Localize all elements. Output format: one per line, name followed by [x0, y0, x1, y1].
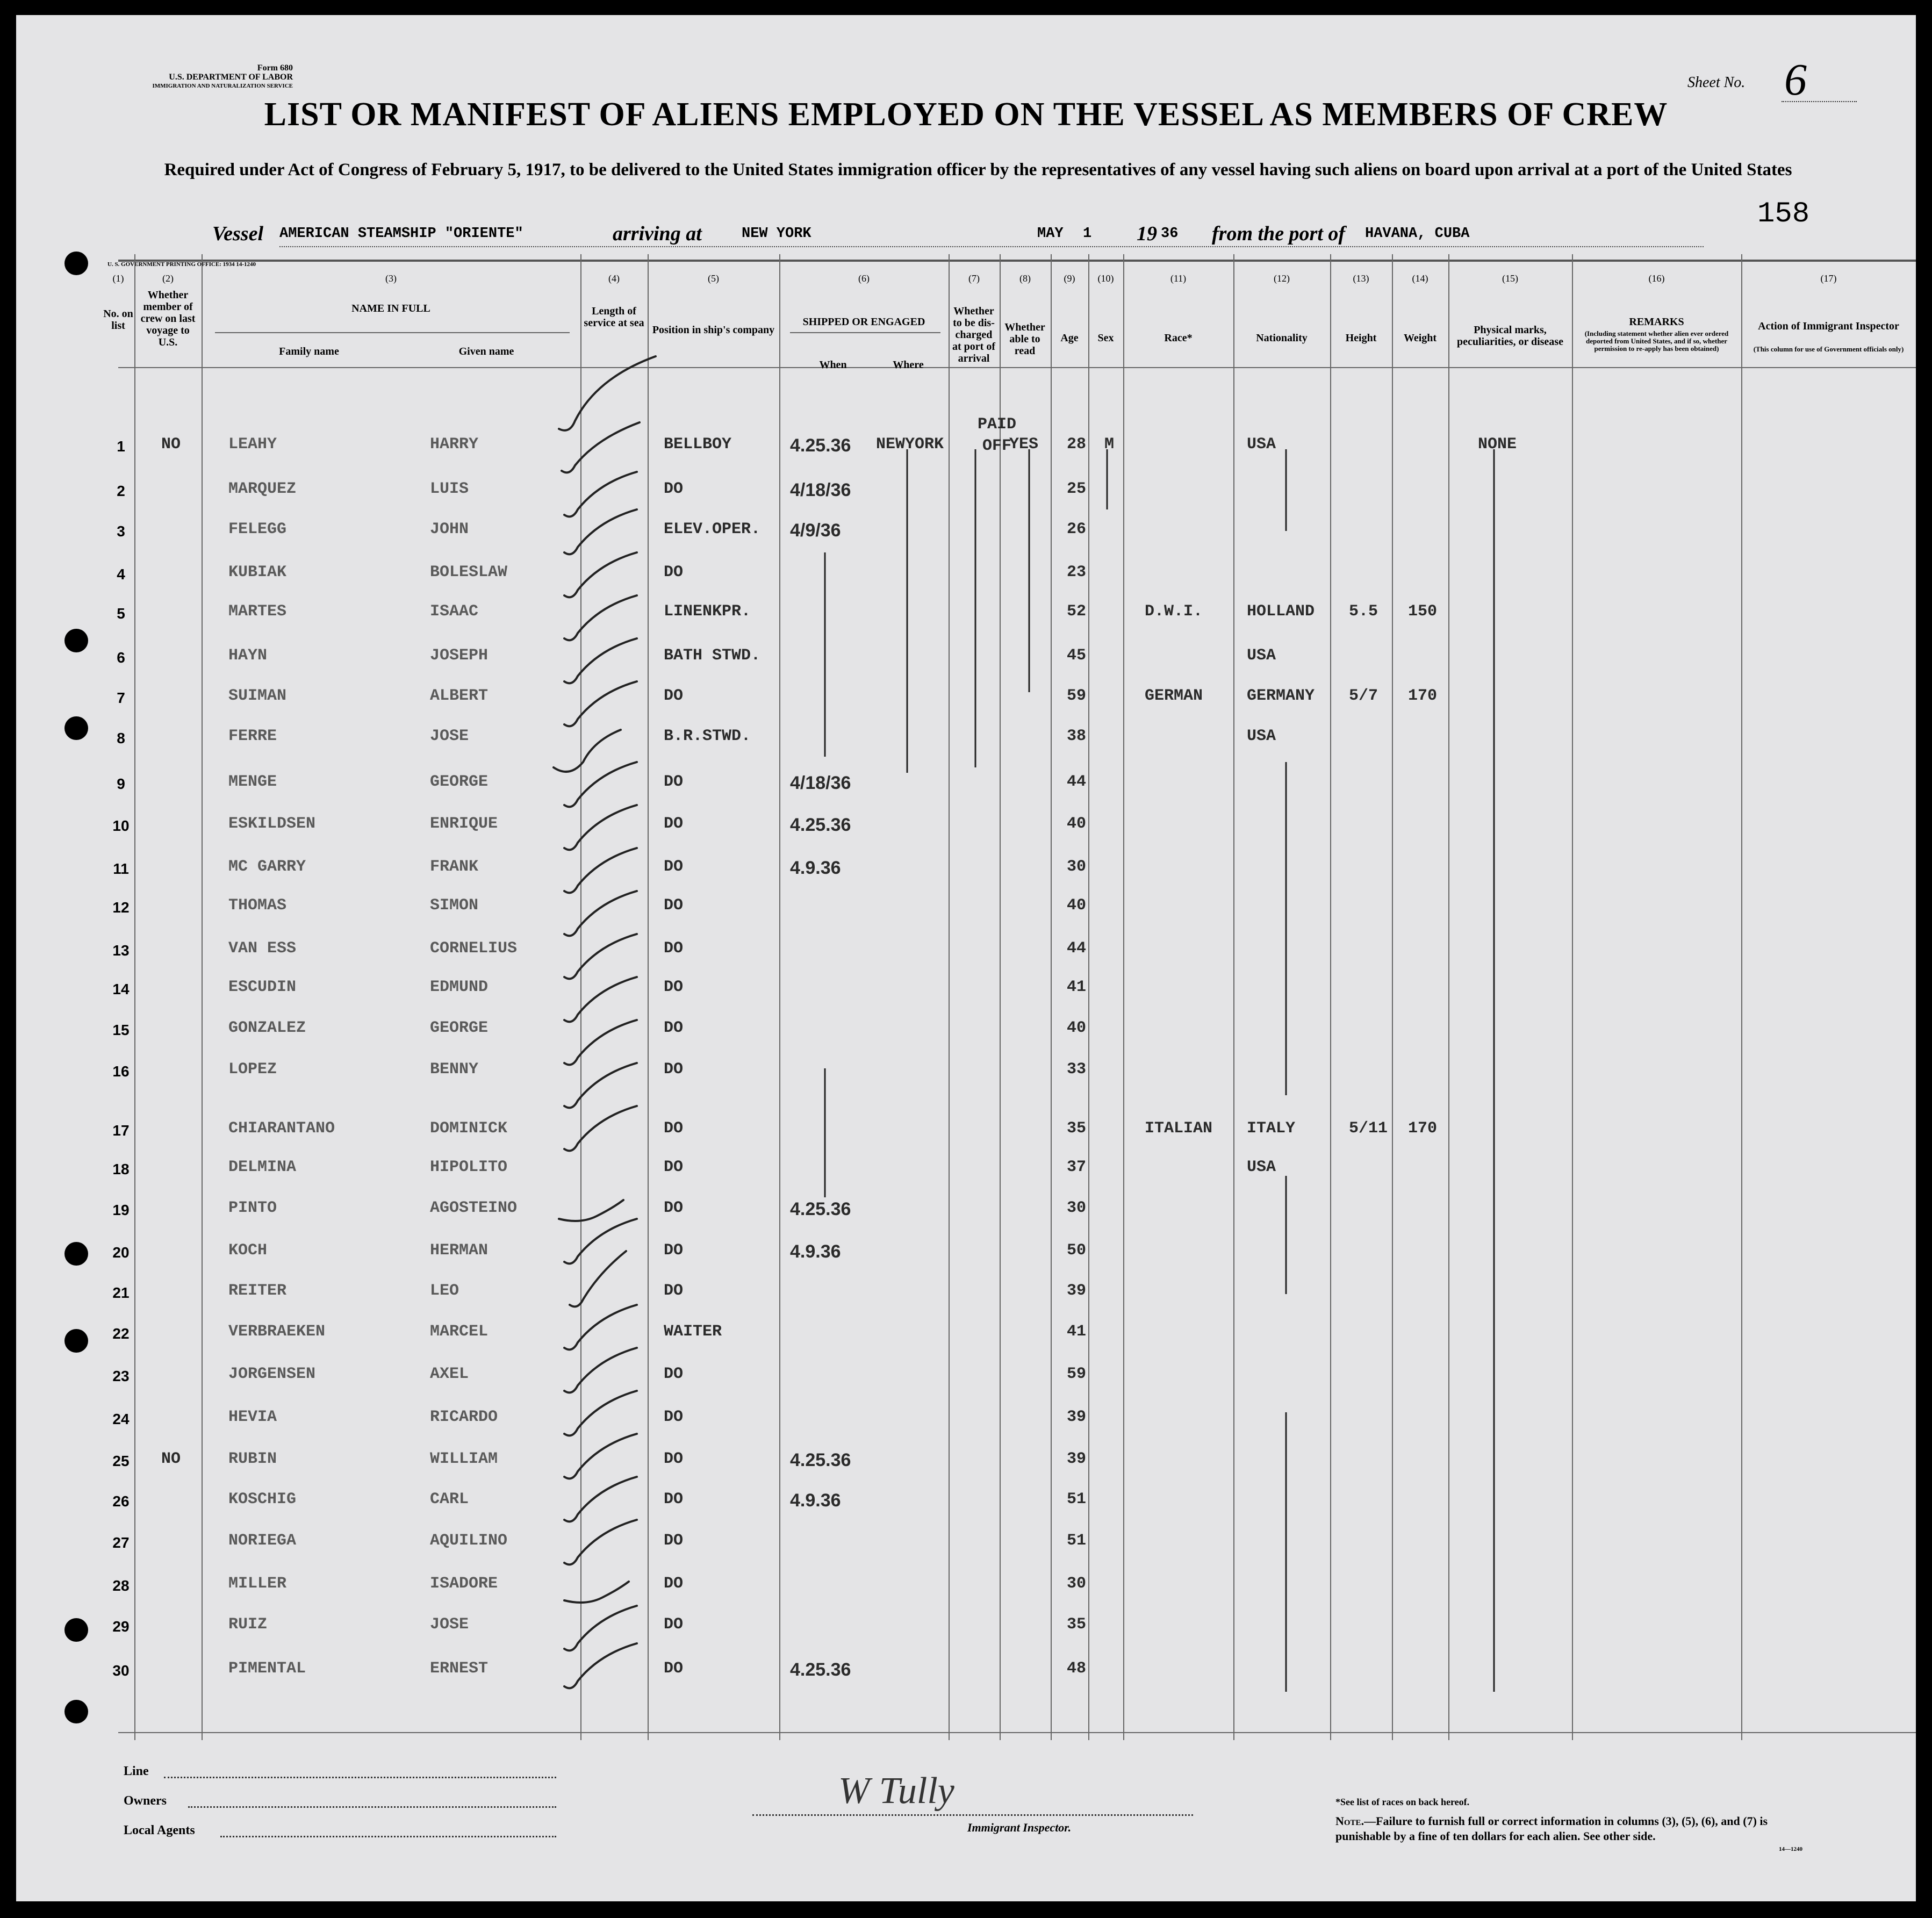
cell-position: DO	[664, 480, 684, 498]
cell-family: MILLER	[228, 1575, 287, 1593]
cell-given: ENRIQUE	[430, 815, 498, 833]
cell-given: CARL	[430, 1490, 469, 1508]
cell-age: 59	[1067, 687, 1087, 705]
row-number: 17	[112, 1122, 130, 1139]
cell-race: GERMAN	[1145, 687, 1203, 705]
cell-given: HIPOLITO	[430, 1158, 508, 1176]
cell-given: ALBERT	[430, 687, 489, 705]
cell-age: 51	[1067, 1490, 1087, 1508]
cell-position: LINENKPR.	[664, 602, 751, 621]
cell-family: KOCH	[228, 1241, 268, 1260]
cell-family: DELMINA	[228, 1158, 297, 1176]
cell-position: DO	[664, 1282, 684, 1300]
cell-age: 41	[1067, 978, 1087, 996]
cell-age: 37	[1067, 1158, 1087, 1176]
row-number: 24	[112, 1411, 130, 1427]
page-title: LIST OR MANIFEST OF ALIENS EMPLOYED ON THE VESSEL AS MEMBERS OF CREW	[264, 96, 1668, 133]
cell-given: BENNY	[430, 1060, 479, 1079]
col-num: (1)	[112, 273, 124, 284]
cell-family: FERRE	[228, 727, 277, 745]
col-header: SHIPPED OR ENGAGED	[802, 316, 925, 328]
arrival-day: 1	[1083, 226, 1092, 242]
cell-given: BOLESLAW	[430, 563, 508, 581]
cell-family: KOSCHIG	[228, 1490, 297, 1508]
cell-position: DO	[664, 896, 684, 915]
cell-family: FELEGG	[228, 520, 287, 538]
row-number: 10	[112, 817, 130, 834]
cell-when: 4.25.36	[790, 815, 851, 835]
cell-position: ELEV.OPER.	[664, 520, 761, 538]
cell-family: LOPEZ	[228, 1060, 277, 1079]
col-header: Whether able to read	[1004, 321, 1045, 357]
cell-position: BELLBOY	[664, 435, 732, 454]
cell-age: 41	[1067, 1323, 1087, 1341]
cell-position: DO	[664, 1408, 684, 1426]
cell-age: 50	[1067, 1241, 1087, 1260]
cell-race: ITALIAN	[1145, 1119, 1213, 1138]
cell-given: LEO	[430, 1282, 459, 1300]
agents-label: Local Agents	[124, 1823, 195, 1837]
cell-given: RICARDO	[430, 1408, 498, 1426]
cell-age: 44	[1067, 773, 1087, 791]
printing-office: U. S. GOVERNMENT PRINTING OFFICE: 1934 14-1240	[107, 261, 256, 268]
race-note: *See list of races on back hereof.	[1335, 1797, 1470, 1807]
cell-given: AGOSTEINO	[430, 1199, 518, 1217]
cell-age: 28	[1067, 435, 1087, 454]
hand-marks	[16, 15, 1916, 1901]
cell-weight: 150	[1408, 602, 1438, 621]
col-header: Nationality	[1256, 332, 1308, 344]
cell-marks: NONE	[1478, 435, 1517, 454]
row-number: 14	[112, 981, 130, 997]
col-header: Family name	[279, 346, 339, 357]
col-num: (3)	[385, 273, 397, 284]
cell-age: 39	[1067, 1450, 1087, 1468]
cell-family: MARQUEZ	[228, 480, 297, 498]
cell-position: DO	[664, 1615, 684, 1634]
cell-family: KUBIAK	[228, 563, 287, 581]
arrival-port: NEW YORK	[742, 226, 811, 242]
cell-age: 51	[1067, 1532, 1087, 1550]
signature-line	[752, 1814, 1193, 1816]
cell-prev: NO	[161, 435, 181, 454]
col-header: NAME IN FULL	[351, 303, 430, 314]
cell-given: GEORGE	[430, 1019, 489, 1037]
department: U.S. DEPARTMENT OF LABOR	[169, 73, 293, 82]
cell-age: 40	[1067, 815, 1087, 833]
cell-position: DO	[664, 1532, 684, 1550]
col-header: Height	[1345, 332, 1377, 344]
cell-given: EDMUND	[430, 978, 489, 996]
cell-nationality: ITALY	[1247, 1119, 1296, 1138]
inspector-signature: W Tully	[838, 1770, 954, 1812]
cell-age: 30	[1067, 858, 1087, 876]
cell-age: 25	[1067, 480, 1087, 498]
row-number: 26	[112, 1493, 130, 1510]
cell-nationality: USA	[1247, 1158, 1276, 1176]
form-code: 14—1240	[1779, 1846, 1802, 1852]
col-num: (9)	[1064, 273, 1075, 284]
arrival-year: 36	[1161, 226, 1179, 242]
sheet-label: Sheet No.	[1687, 74, 1746, 91]
cell-when: 4.9.36	[790, 1490, 841, 1511]
col-num: (8)	[1019, 273, 1031, 284]
col-num: (5)	[708, 273, 719, 284]
cell-given: DOMINICK	[430, 1119, 508, 1138]
from-label: from the port of	[1212, 222, 1346, 245]
row-number: 6	[117, 649, 125, 666]
col-num: (14)	[1412, 273, 1428, 284]
cell-age: 33	[1067, 1060, 1087, 1079]
line-field	[164, 1777, 556, 1778]
vessel-name: AMERICAN STEAMSHIP "ORIENTE"	[279, 226, 523, 242]
cell-position: DO	[664, 1450, 684, 1468]
cell-discharged: PAID OFF	[977, 415, 1016, 455]
cell-given: AXEL	[430, 1365, 469, 1383]
cell-family: LEAHY	[228, 435, 277, 454]
col-header: REMARKS	[1629, 316, 1684, 328]
row-number: 28	[112, 1577, 130, 1594]
row-number: 12	[112, 899, 130, 916]
cell-age: 52	[1067, 602, 1087, 621]
col-header: Race*	[1164, 332, 1193, 344]
cell-given: LUIS	[430, 480, 469, 498]
cell-age: 39	[1067, 1282, 1087, 1300]
cell-age: 30	[1067, 1199, 1087, 1217]
col-num: (13)	[1353, 273, 1369, 284]
cell-given: ISAAC	[430, 602, 479, 621]
cell-weight: 170	[1408, 687, 1438, 705]
arrival-month: MAY	[1037, 226, 1064, 242]
year-prefix: 19	[1137, 222, 1157, 245]
row-number: 7	[117, 689, 125, 706]
cell-position: DO	[664, 1019, 684, 1037]
row-number: 16	[112, 1063, 130, 1080]
cell-given: CORNELIUS	[430, 939, 518, 958]
col-header: When	[819, 359, 847, 371]
arriving-label: arriving at	[613, 222, 702, 245]
form-number: Form 680	[257, 63, 293, 73]
sheet-number: 6	[1784, 55, 1807, 105]
cell-read: YES	[1009, 435, 1039, 454]
col-header-note: (Including statement whether alien ever ordered deported from United States, and if so, whether permission to re-apply has been obtained)	[1584, 329, 1729, 353]
cell-age: 35	[1067, 1119, 1087, 1138]
row-number: 15	[112, 1022, 130, 1038]
col-header: Age	[1060, 332, 1079, 344]
cell-given: WILLIAM	[430, 1450, 498, 1468]
col-header: Physical marks, peculiarities, or disease	[1457, 324, 1563, 348]
cell-when: 4.9.36	[790, 858, 841, 878]
cell-sex: M	[1104, 435, 1115, 454]
cell-height: 5/7	[1349, 687, 1378, 705]
cell-position: DO	[664, 1060, 684, 1079]
cell-family: VERBRAEKEN	[228, 1323, 326, 1341]
row-number: 13	[112, 942, 130, 959]
row-number: 22	[112, 1325, 130, 1342]
cell-family: MENGE	[228, 773, 277, 791]
cell-given: JOSE	[430, 1615, 469, 1634]
cell-given: ERNEST	[430, 1660, 489, 1678]
cell-family: PIMENTAL	[228, 1660, 306, 1678]
cell-nationality: GERMANY	[1247, 687, 1315, 705]
row-number: 5	[117, 605, 125, 622]
cell-height: 5.5	[1349, 602, 1378, 621]
cell-family: HAYN	[228, 646, 268, 665]
cell-given: JOSE	[430, 727, 469, 745]
col-header: Given name	[458, 346, 514, 357]
cell-position: WAITER	[664, 1323, 722, 1341]
cell-where: NEWYORK	[876, 435, 944, 454]
cell-age: 48	[1067, 1660, 1087, 1678]
cell-when: 4.25.36	[790, 1450, 851, 1470]
cell-age: 45	[1067, 646, 1087, 665]
col-num: (11)	[1170, 273, 1187, 284]
cell-height: 5/11	[1349, 1119, 1388, 1138]
cell-position: DO	[664, 1241, 684, 1260]
cell-when: 4.9.36	[790, 1241, 841, 1262]
cell-position: DO	[664, 773, 684, 791]
cell-age: 40	[1067, 896, 1087, 915]
row-number: 27	[112, 1534, 130, 1551]
cell-position: DO	[664, 978, 684, 996]
from-port: HAVANA, CUBA	[1365, 226, 1470, 242]
col-header: Weight	[1403, 332, 1437, 344]
cell-family: MC GARRY	[228, 858, 306, 876]
cell-given: AQUILINO	[430, 1532, 508, 1550]
line-label: Line	[124, 1764, 149, 1778]
cell-given: ISADORE	[430, 1575, 498, 1593]
cell-when: 4.25.36	[790, 435, 851, 456]
col-num: (2)	[162, 273, 174, 284]
col-header: No. on list	[103, 308, 133, 332]
row-number: 21	[112, 1284, 130, 1301]
service: IMMIGRATION AND NATURALIZATION SERVICE	[152, 83, 293, 89]
col-header: Sex	[1097, 332, 1114, 344]
col-num: (15)	[1502, 273, 1518, 284]
col-num: (12)	[1274, 273, 1290, 284]
cell-given: FRANK	[430, 858, 479, 876]
cell-family: ESKILDSEN	[228, 815, 316, 833]
cell-family: RUBIN	[228, 1450, 277, 1468]
row-number: 30	[112, 1662, 130, 1679]
cell-position: DO	[664, 1490, 684, 1508]
cell-age: 35	[1067, 1615, 1087, 1634]
cell-prev: NO	[161, 1450, 181, 1468]
fine-note	[1335, 1814, 1776, 1844]
row-number: 18	[112, 1161, 130, 1177]
cell-age: 23	[1067, 563, 1087, 581]
row-number: 4	[117, 566, 125, 583]
cell-family: MARTES	[228, 602, 287, 621]
cell-given: GEORGE	[430, 773, 489, 791]
vessel-label: Vessel	[212, 222, 263, 245]
row-number: 1	[117, 438, 125, 455]
cell-when: 4.25.36	[790, 1660, 851, 1680]
manifest-sheet	[16, 15, 1916, 1901]
cell-when: 4/18/36	[790, 480, 851, 500]
cell-position: DO	[664, 939, 684, 958]
cell-position: DO	[664, 858, 684, 876]
col-num: (4)	[608, 273, 620, 284]
cell-family: ESCUDIN	[228, 978, 297, 996]
cell-family: SUIMAN	[228, 687, 287, 705]
cell-family: CHIARANTANO	[228, 1119, 335, 1138]
cell-position: DO	[664, 1660, 684, 1678]
cell-age: 26	[1067, 520, 1087, 538]
cell-given: HERMAN	[430, 1241, 489, 1260]
cell-given: HARRY	[430, 435, 479, 454]
row-number: 25	[112, 1453, 130, 1469]
cell-given: MARCEL	[430, 1323, 489, 1341]
row-number: 20	[112, 1244, 130, 1261]
row-number: 3	[117, 523, 125, 540]
cell-family: THOMAS	[228, 896, 287, 915]
cell-age: 39	[1067, 1408, 1087, 1426]
col-header: Whether to be dis-charged at port of arrival	[952, 305, 995, 364]
inspector-label: Immigrant Inspector.	[967, 1821, 1072, 1834]
cell-position: BATH STWD.	[664, 646, 761, 665]
agents-field	[220, 1836, 556, 1837]
cell-given: JOHN	[430, 520, 469, 538]
stamp-number: 158	[1757, 198, 1810, 231]
note-text: —Failure to furnish full or correct information in columns (3), (5), (6), and (7) is punishable by a fine of ten dollars for each alien. See other side.	[1335, 1814, 1768, 1843]
row-number: 9	[117, 775, 125, 792]
cell-when: 4/9/36	[790, 520, 841, 541]
owners-field	[188, 1806, 556, 1808]
cell-position: DO	[664, 1575, 684, 1593]
row-number: 29	[112, 1618, 130, 1635]
cell-nationality: USA	[1247, 727, 1276, 745]
cell-family: HEVIA	[228, 1408, 277, 1426]
col-num: (10)	[1097, 273, 1114, 284]
col-num: (17)	[1820, 273, 1837, 284]
col-header: Position in ship's company	[652, 324, 775, 336]
cell-family: JORGENSEN	[228, 1365, 316, 1383]
cell-position: DO	[664, 687, 684, 705]
cell-position: DO	[664, 1119, 684, 1138]
row-number: 2	[117, 483, 125, 499]
cell-age: 38	[1067, 727, 1087, 745]
row-number: 11	[113, 860, 129, 877]
cell-age: 40	[1067, 1019, 1087, 1037]
cell-race: D.W.I.	[1145, 602, 1203, 621]
cell-position: DO	[664, 1158, 684, 1176]
row-number: 19	[112, 1202, 130, 1218]
cell-given: JOSEPH	[430, 646, 489, 665]
cell-family: NORIEGA	[228, 1532, 297, 1550]
cell-family: GONZALEZ	[228, 1019, 306, 1037]
cell-family: VAN ESS	[228, 939, 297, 958]
cell-family: PINTO	[228, 1199, 277, 1217]
row-number: 23	[112, 1368, 130, 1384]
cell-when: 4/18/36	[790, 773, 851, 793]
cell-family: RUIZ	[228, 1615, 268, 1634]
col-header: Where	[893, 359, 924, 371]
col-header: Length of service at sea	[584, 305, 644, 329]
cell-position: DO	[664, 563, 684, 581]
row-number: 8	[117, 730, 125, 746]
cell-age: 59	[1067, 1365, 1087, 1383]
cell-nationality: HOLLAND	[1247, 602, 1315, 621]
col-num: (6)	[858, 273, 870, 284]
col-num: (16)	[1648, 273, 1665, 284]
cell-given: SIMON	[430, 896, 479, 915]
owners-label: Owners	[124, 1794, 167, 1808]
cell-age: 30	[1067, 1575, 1087, 1593]
cell-position: DO	[664, 1199, 684, 1217]
cell-position: DO	[664, 1365, 684, 1383]
col-header-note: (This column for use of Government officials only)	[1753, 345, 1904, 353]
cell-age: 44	[1067, 939, 1087, 958]
col-num: (7)	[968, 273, 980, 284]
cell-when: 4.25.36	[790, 1199, 851, 1219]
note-label: Note.	[1335, 1814, 1364, 1828]
cell-position: B.R.STWD.	[664, 727, 751, 745]
cell-nationality: USA	[1247, 435, 1276, 454]
cell-family: REITER	[228, 1282, 287, 1300]
cell-position: DO	[664, 815, 684, 833]
col-header: Action of Immigrant Inspector	[1758, 320, 1899, 332]
cell-weight: 170	[1408, 1119, 1438, 1138]
cell-nationality: USA	[1247, 646, 1276, 665]
col-header: Whether member of crew on last voyage to U.S.	[140, 289, 196, 348]
page-subtitle: Required under Act of Congress of February 5, 1917, to be delivered to the United States immigration officer by the representatives of any vessel having such aliens on board upon arrival at a port of the United States	[164, 160, 1792, 179]
